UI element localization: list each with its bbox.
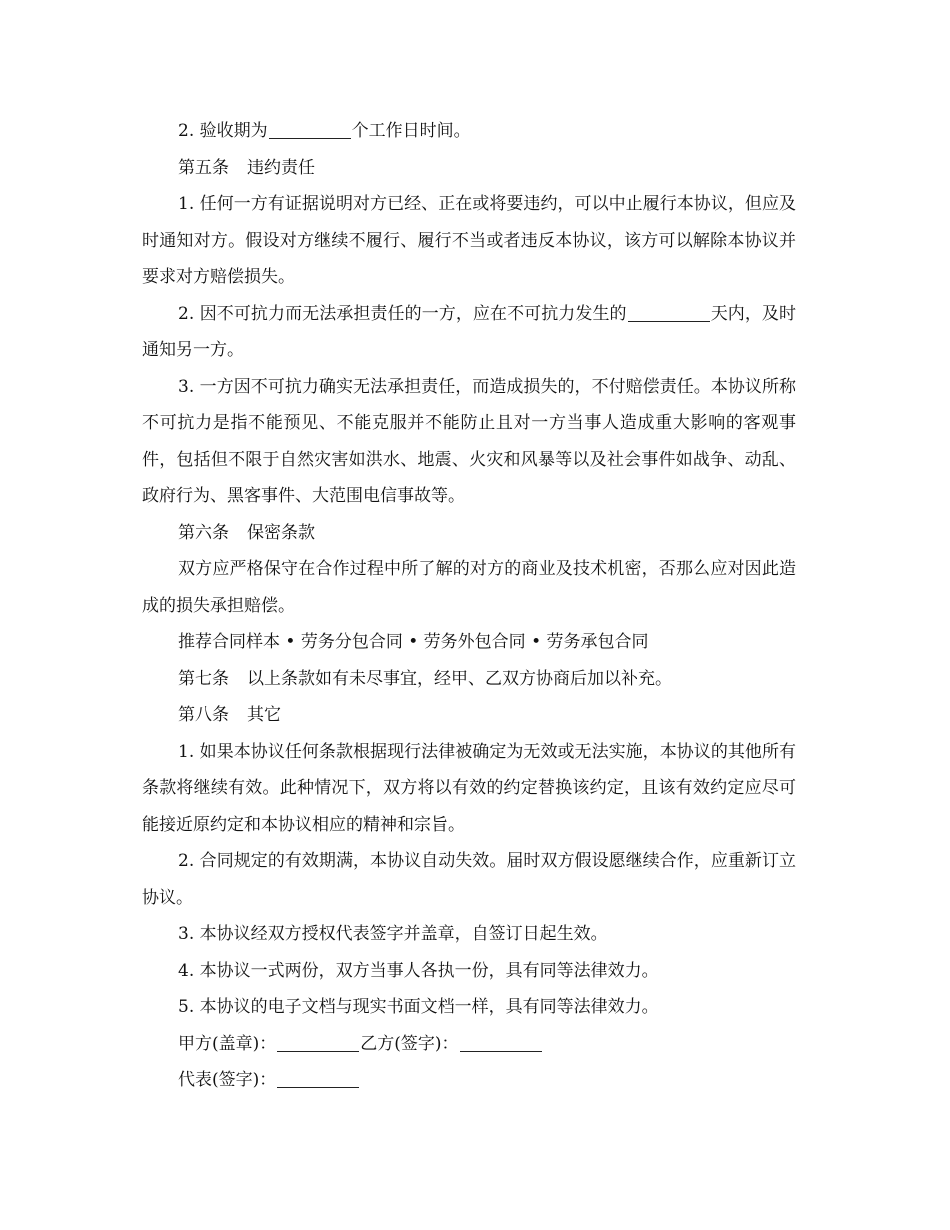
recommended-templates: 推荐合同样本 • 劳务分包合同 • 劳务外包合同 • 劳务承包合同 [178, 632, 649, 652]
party-b-label: 乙方(签字)： [360, 1033, 459, 1054]
article6-heading [142, 515, 796, 552]
acceptance-period-blank [269, 121, 351, 139]
article8-number: 第八条 [178, 705, 229, 725]
article5-item2-suffix: 天内，及时通知另一方。 [142, 303, 797, 360]
signature-line-parties [142, 1026, 796, 1063]
article8-title: 其它 [247, 705, 281, 725]
representative-blank [277, 1070, 359, 1088]
article6-title: 保密条款 [247, 522, 315, 543]
acceptance-period-prefix: 2. 验收期为 [178, 121, 268, 141]
article7-number: 第七条 [178, 668, 229, 689]
article5-item3: 3. 一方因不可抗力确实无法承担责任，而造成损失的，不付赔偿责任。本协议所称不可抗力是指不能预见、不能克服并不能防止且对一方当事人造成重大影响的客观事件，包括但不限于自然灾害如洪水、地震、火灾和风暴等以及社会事件如战争、动乱、政府行为、黑客事件、大范围电信事故等。 [142, 376, 796, 506]
article8-item5: 5. 本协议的电子文档与现实书面文档一样，具有同等法律效力。 [178, 997, 659, 1017]
article5-item2-prefix: 2. 因不可抗力而无法承担责任的一方，应在不可抗力发生的 [178, 303, 627, 324]
party-a-label: 甲方(盖章)： [178, 1033, 277, 1054]
signature-line-representative [142, 1062, 796, 1099]
article8-item3: 3. 本协议经双方授权代表签字并盖章，自签订日起生效。 [178, 924, 608, 944]
article8-item4: 4. 本协议一式两份，双方当事人各执一份，具有同等法律效力。 [178, 960, 659, 981]
acceptance-period-line [142, 113, 796, 150]
article7 [142, 661, 796, 698]
article5-item1: 1. 任何一方有证据说明对方已经、正在或将要违约，可以中止履行本协议，但应及时通知对方。假设对方继续不履行、履行不当或者违反本协议，该方可以解除本协议并要求对方赔偿损失。 [142, 194, 796, 287]
article5-number: 第五条 [178, 157, 229, 178]
notice-days-blank [628, 304, 710, 322]
article8-heading [142, 697, 796, 734]
article7-body: 以上条款如有未尽事宜，经甲、乙双方协商后加以补充。 [247, 668, 672, 689]
acceptance-period-suffix: 个工作日时间。 [351, 121, 471, 141]
article5-title: 违约责任 [247, 157, 315, 178]
article8-item2: 2. 合同规定的有效期满，本协议自动失效。届时双方假设愿继续合作，应重新订立协议。 [142, 851, 796, 908]
article5-item2 [142, 296, 796, 369]
party-b-blank [460, 1034, 542, 1052]
party-a-blank [277, 1034, 359, 1052]
article8-item1: 1. 如果本协议任何条款根据现行法律被确定为无效或无法实施，本协议的其他所有条款将继续有效。此种情况下，双方将以有效的约定替换该约定，且该有效约定应尽可能接近原约定和本协议相应的精神和宗旨。 [142, 741, 796, 835]
article6-body: 双方应严格保守在合作过程中所了解的对方的商业及技术机密，否那么应对因此造成的损失承担赔偿。 [142, 559, 796, 616]
document-body [142, 113, 796, 1099]
article5-heading [142, 150, 796, 187]
representative-label: 代表(签字)： [178, 1070, 277, 1090]
article6-number: 第六条 [178, 522, 229, 543]
